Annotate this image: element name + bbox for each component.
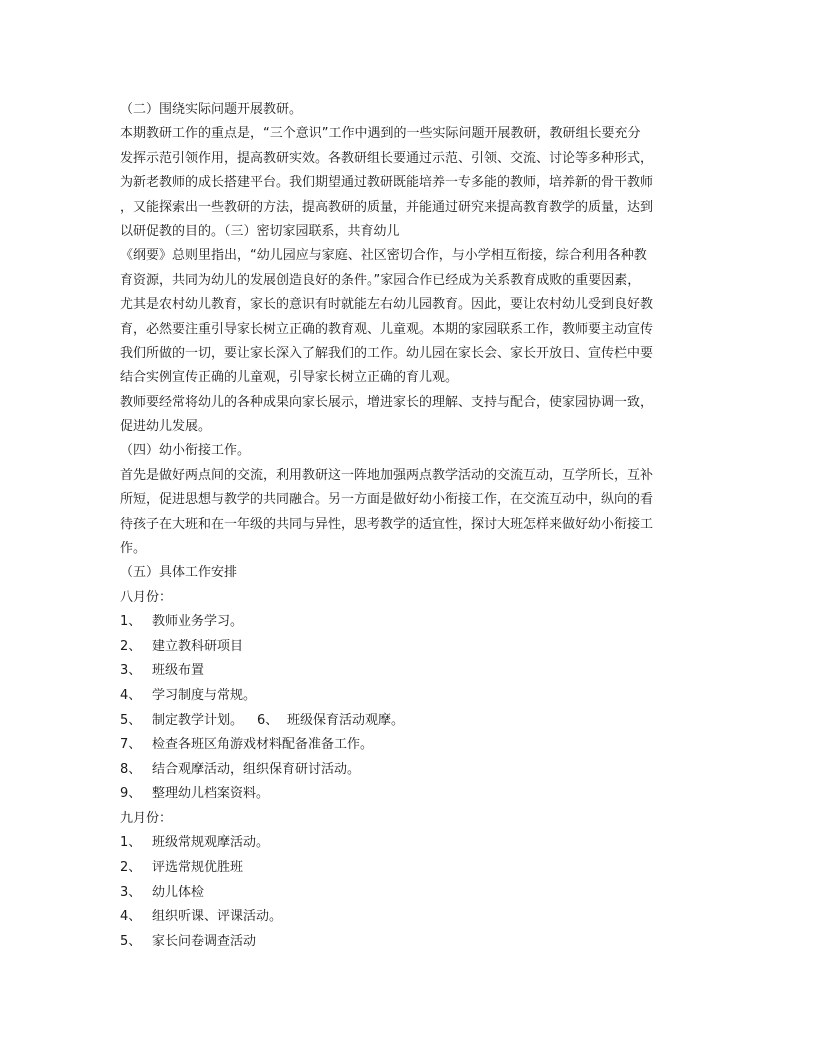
september-heading: 九月份：	[120, 810, 173, 826]
paragraph-line: 育资源，共同为幼儿的发展创造良好的条件。”家园合作已经成为关系教育成败的重要因素，	[120, 272, 641, 288]
paragraph-line: 育，必然要注重引导家长树立正确的教育观、儿童观。本期的家园联系工作，教师要主动宣传	[120, 321, 654, 337]
paragraph-line: 促进幼儿发展。	[120, 419, 212, 435]
paragraph-line: 本期教研工作的重点是，“三个意识”工作中遇到的一些实际问题开展教研，教研组长要充分	[120, 126, 641, 142]
paragraph-line: 尤其是农村幼儿教育，家长的意识有时就能左右幼儿园教育。因此，要让农村幼儿受到良好教	[120, 297, 654, 313]
paragraph-line: 待孩子在大班和在一年级的共同与异性，思考教学的适宜性，探讨大班怎样来做好幼小衔接工	[120, 516, 654, 532]
paragraph-line: 结合实例宣传正确的儿童观，引导家长树立正确的育儿观。	[120, 370, 459, 386]
paragraph-line: 为新老教师的成长搭建平台。我们期望通过教研既能培养一专多能的教师，培养新的骨干教师	[120, 175, 654, 191]
item-number: 9、	[120, 786, 142, 802]
list-item	[120, 905, 705, 930]
item-text: 班级布置	[152, 663, 205, 679]
section-heading-five: （五）具体工作安排	[120, 565, 238, 581]
item-text: 组织听课、评课活动。	[152, 909, 283, 925]
item-number: 4、	[120, 909, 142, 925]
document-page	[120, 98, 705, 954]
section-heading-two: （二）围绕实际问题开展教研。	[120, 102, 303, 117]
item-text: 学习制度与常规。	[152, 687, 257, 703]
item-text: 班级保育活动观摩。	[287, 712, 405, 728]
list-item	[120, 831, 705, 856]
item-text: 检查各班区角游戏材料配备准备工作。	[152, 737, 374, 753]
paragraph-line: 教师要经常将幼儿的各种成果向家长展示，增进家长的理解、支持与配合，使家园协调一致，	[120, 394, 654, 410]
list-item	[120, 684, 705, 709]
item-text: 建立教科研项目	[152, 638, 244, 654]
section-heading-four: （四）幼小衔接工作。	[120, 443, 251, 459]
list-item	[120, 782, 705, 807]
list-item	[120, 930, 705, 955]
list-item	[120, 610, 705, 635]
list-item	[120, 659, 705, 684]
paragraph-line: 首先是做好两点间的交流，利用教研这一阵地加强两点教学活动的交流互动，互学所长，互补	[120, 467, 654, 483]
item-number: 1、	[120, 835, 142, 851]
paragraph-line: 《纲要》总则里指出，“幼儿园应与家庭、社区密切合作，与小学相互衔接，综合利用各种教	[120, 248, 647, 264]
paragraph-line: ，又能探索出一些教研的方法，提高教研的质量，并能通过研究来提高教育教学的质量，达到	[120, 199, 654, 215]
item-number: 2、	[120, 859, 142, 875]
item-text: 制定教学计划。	[152, 712, 244, 728]
item-number: 5、	[120, 712, 142, 728]
item-number: 3、	[120, 663, 142, 679]
september-list	[120, 831, 705, 954]
item-text: 整理幼儿档案资料。	[152, 786, 270, 802]
item-number: 4、	[120, 687, 142, 703]
item-number: 1、	[120, 614, 142, 630]
paragraph-line: 发挥示范引领作用，提高教研实效。各教研组长要通过示范、引领、交流、讨论等多种形式，	[120, 150, 654, 166]
item-text: 班级常规观摩活动。	[152, 835, 270, 851]
item-number: 8、	[120, 761, 142, 777]
list-item	[120, 758, 705, 783]
list-item	[120, 635, 705, 660]
list-item	[120, 881, 705, 906]
august-list	[120, 610, 705, 807]
list-item	[120, 733, 705, 758]
item-number: 6、	[257, 712, 279, 728]
paragraph-line: 所短，促进思想与教学的共同融合。另一方面是做好幼小衔接工作，在交流互动中，纵向的看	[120, 492, 654, 508]
list-item	[120, 856, 705, 881]
item-number: 2、	[120, 638, 142, 654]
item-text: 结合观摩活动，组织保育研讨活动。	[152, 761, 361, 777]
item-number: 3、	[120, 884, 142, 900]
item-text: 教师业务学习。	[152, 614, 244, 630]
item-number: 5、	[120, 933, 142, 949]
august-heading: 八月份：	[120, 589, 173, 605]
paragraph-line: 作。	[120, 541, 147, 557]
item-number: 7、	[120, 737, 142, 753]
item-text: 评选常规优胜班	[152, 859, 244, 875]
item-text: 家长问卷调查活动	[152, 933, 257, 949]
list-item	[120, 709, 705, 734]
paragraph-line: 我们所做的一切，要让家长深入了解我们的工作。幼儿园在家长会、家长开放日、宣传栏中要	[120, 345, 654, 361]
section-heading-three: 以研促教的目的。（三）密切家园联系，共育幼儿	[120, 223, 400, 239]
item-text: 幼儿体检	[152, 884, 205, 900]
